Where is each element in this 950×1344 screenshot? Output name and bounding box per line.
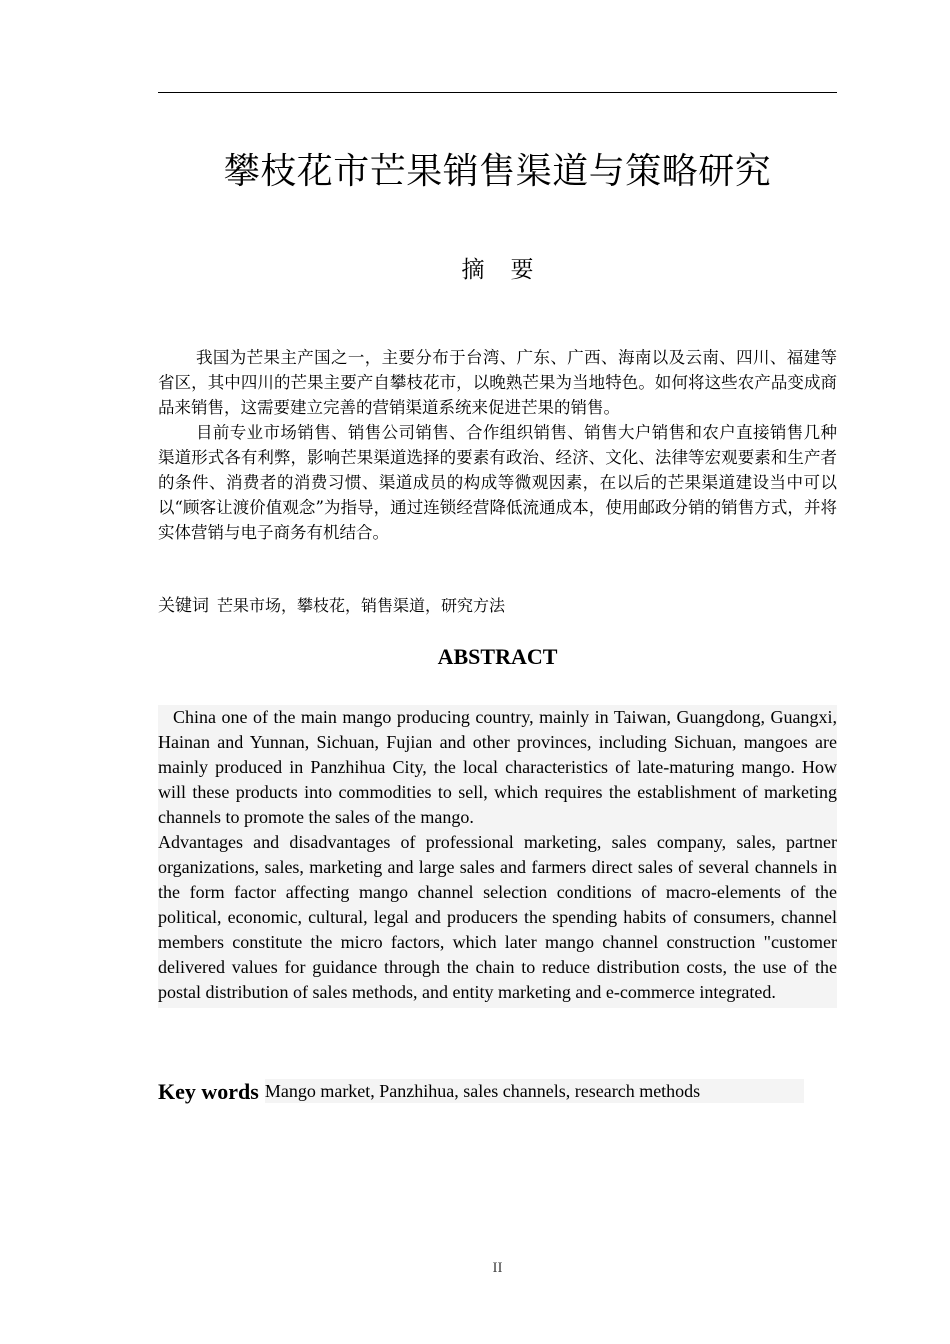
keywords-en-label: Key words (158, 1079, 259, 1104)
abstract-heading-en: ABSTRACT (437, 644, 558, 669)
keywords-cn (158, 593, 837, 619)
keywords-en-value: Mango market, Panzhihua, sales channels, research methods (265, 1079, 804, 1103)
keywords-cn-value: 芒果市场，攀枝花，销售渠道，研究方法 (217, 596, 506, 615)
abstract-body-en (158, 705, 837, 1008)
abstract-paragraph-cn-2: 目前专业市场销售、销售公司销售、合作组织销售、销售大户销售和农户直接销售几种渠道形式各有利弊，影响芒果渠道选择的要素有政治、经济、文化、法律等宏观要素和生产者的条件、消费者的消费习惯、渠道成员的构成等微观因素，在以后的芒果渠道建设当中可以以“顾客让渡价值观念”为指导，通过连锁经营降低流通成本，使用邮政分销的销售方式，并将实体营销与电子商务有机结合。 (158, 423, 837, 542)
abstract-body-cn (158, 345, 837, 545)
abstract-heading-cn: 摘要 (461, 257, 560, 283)
abstract-paragraph-cn-1: 我国为芒果主产国之一，主要分布于台湾、广东、广西、海南以及云南、四川、福建等省区，其中四川的芒果主要产自攀枝花市，以晚熟芒果为当地特色。如何将这些农产品变成商品来销售，这需要建立完善的营销渠道系统来促进芒果的销售。 (158, 348, 837, 417)
paper-title: 攀枝花市芒果销售渠道与策略研究 (223, 151, 772, 192)
abstract-paragraph-en-1: China one of the main mango producing country, mainly in Taiwan, Guangdong, Guangxi, Hainan and Yunnan, Sichuan, Fujian and other provinces, including Sichuan, mangoes are mainly produced in Panzhihua City, the local characteristics of late-maturing mango. How will these products into commodities to sell, which requires the establishment of marketing channels to promote the sales of the mango. (158, 707, 837, 827)
keywords-cn-label: 关键词 (158, 596, 209, 616)
page-number: II (492, 1260, 503, 1276)
keywords-en (158, 1077, 837, 1107)
abstract-paragraph-en-2: Advantages and disadvantages of professional marketing, sales company, sales, partner organizations, sales, marketing and large sales and farmers direct sales of several channels in the form factor affecting mango channel selection conditions of macro-elements of the political, economic, cultural, legal and producers the spending habits of consumers, channel members constitute the micro factors, which later mango channel construction "customer delivered values for guidance through the chain to reduce distribution costs, the use of the postal distribution of sales methods, and entity marketing and e-commerce integrated. (158, 832, 837, 1002)
header-rule (158, 92, 837, 93)
